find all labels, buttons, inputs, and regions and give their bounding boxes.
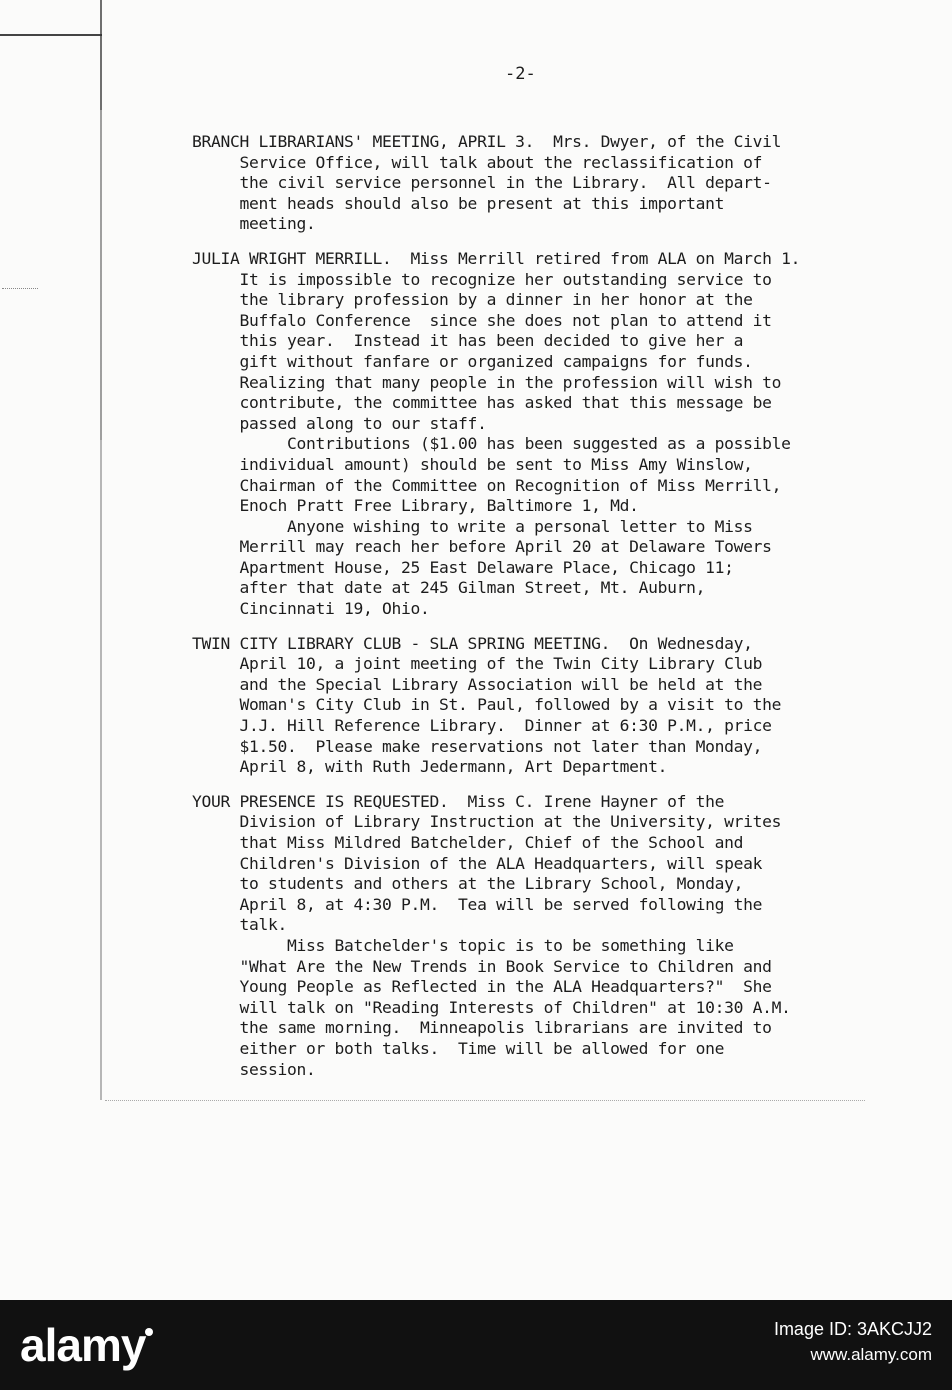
text-line: Contributions ($1.00 has been suggested as a possible bbox=[192, 434, 791, 454]
text-line: the library profession by a dinner in her honor at the bbox=[192, 290, 753, 310]
text-line: Apartment House, 25 East Delaware Place, Chicago 11; bbox=[192, 557, 734, 577]
text-line: Merrill may reach her before April 20 at Delaware Towers bbox=[192, 537, 772, 557]
document-body bbox=[192, 132, 952, 1080]
text-line: Cincinnati 19, Ohio. bbox=[192, 599, 430, 619]
left-margin-rule bbox=[100, 0, 102, 1100]
text-line: gift without fanfare or organized campaigns for funds. bbox=[192, 351, 753, 371]
text-line: JULIA WRIGHT MERRILL. Miss Merrill retired from ALA on March 1. bbox=[192, 248, 801, 268]
text-line: the civil service personnel in the Library. All depart- bbox=[192, 173, 772, 193]
text-line: April 8, at 4:30 P.M. Tea will be served following the bbox=[192, 894, 763, 914]
text-line: passed along to our staff. bbox=[192, 413, 487, 433]
text-line: Buffalo Conference since she does not plan to attend it bbox=[192, 310, 772, 330]
text-line: contribute, the committee has asked that this message be bbox=[192, 393, 772, 413]
paragraph-gap bbox=[192, 235, 952, 249]
text-line: the same morning. Minneapolis librarians are invited to bbox=[192, 1018, 772, 1038]
text-line: Woman's City Club in St. Paul, followed by a visit to the bbox=[192, 695, 782, 715]
text-line: Young People as Reflected in the ALA Headquarters?" She bbox=[192, 977, 772, 997]
text-line: Division of Library Instruction at the University, writes bbox=[192, 812, 782, 832]
alamy-logo-text: alamy bbox=[20, 1319, 146, 1371]
text-line: $1.50. Please make reservations not later than Monday, bbox=[192, 736, 763, 756]
stock-photo-banner bbox=[0, 1300, 952, 1390]
text-line: April 10, a joint meeting of the Twin City Library Club bbox=[192, 654, 763, 674]
text-line: Service Office, will talk about the reclassification of bbox=[192, 152, 763, 172]
text-line: this year. Instead it has been decided to give her a bbox=[192, 331, 744, 351]
text-line: J.J. Hill Reference Library. Dinner at 6:30 P.M., price bbox=[192, 716, 772, 736]
text-line: either or both talks. Time will be allowed for one bbox=[192, 1038, 725, 1058]
text-line: "What Are the New Trends in Book Service to Children and bbox=[192, 956, 772, 976]
text-line: will talk on "Reading Interests of Children" at 10:30 A.M. bbox=[192, 997, 791, 1017]
text-line: meeting. bbox=[192, 214, 316, 234]
text-line: BRANCH LIBRARIANS' MEETING, APRIL 3. Mrs. Dwyer, of the Civil bbox=[192, 132, 782, 151]
logo-dot-icon bbox=[145, 1328, 153, 1336]
page-number: -2- bbox=[505, 64, 536, 84]
text-line: Chairman of the Committee on Recognition of Miss Merrill, bbox=[192, 475, 782, 495]
paragraph-gap bbox=[192, 778, 952, 792]
text-line: Realizing that many people in the profession will wish to bbox=[192, 372, 782, 392]
text-line: that Miss Mildred Batchelder, Chief of the School and bbox=[192, 833, 744, 852]
text-line: and the Special Library Association will be held at the bbox=[192, 674, 763, 694]
text-line: Anyone wishing to write a personal letter to Miss bbox=[192, 516, 753, 536]
text-line: TWIN CITY LIBRARY CLUB - SLA SPRING MEETING. On Wednesday, bbox=[192, 633, 753, 653]
text-line: April 8, with Ruth Jedermann, Art Department. bbox=[192, 757, 668, 777]
text-line: YOUR PRESENCE IS REQUESTED. Miss C. Irene Hayner of the bbox=[192, 791, 725, 811]
margin-mark bbox=[2, 288, 38, 290]
alamy-logo bbox=[20, 1318, 153, 1372]
text-line: after that date at 245 Gilman Street, Mt. Auburn, bbox=[192, 578, 706, 598]
text-line: Children's Division of the ALA Headquarters, will speak bbox=[192, 853, 763, 873]
paragraph-gap bbox=[192, 620, 952, 634]
text-line: to students and others at the Library School, Monday, bbox=[192, 874, 744, 894]
image-id: Image ID: 3AKCJJ2 bbox=[773, 1319, 932, 1339]
text-line: ment heads should also be present at this important bbox=[192, 193, 725, 213]
corner-rule bbox=[0, 34, 102, 36]
text-line: Enoch Pratt Free Library, Baltimore 1, Md. bbox=[192, 496, 639, 516]
banner-info bbox=[774, 1316, 932, 1368]
text-line: talk. bbox=[192, 915, 288, 935]
text-line: session. bbox=[192, 1059, 316, 1079]
text-line: individual amount) should be sent to Miss Amy Winslow, bbox=[192, 454, 753, 474]
bottom-edge-rule bbox=[105, 1100, 865, 1102]
banner-url[interactable]: www.alamy.com bbox=[810, 1345, 932, 1364]
text-line: It is impossible to recognize her outstanding service to bbox=[192, 269, 772, 289]
text-line: Miss Batchelder's topic is to be something like bbox=[192, 935, 734, 955]
